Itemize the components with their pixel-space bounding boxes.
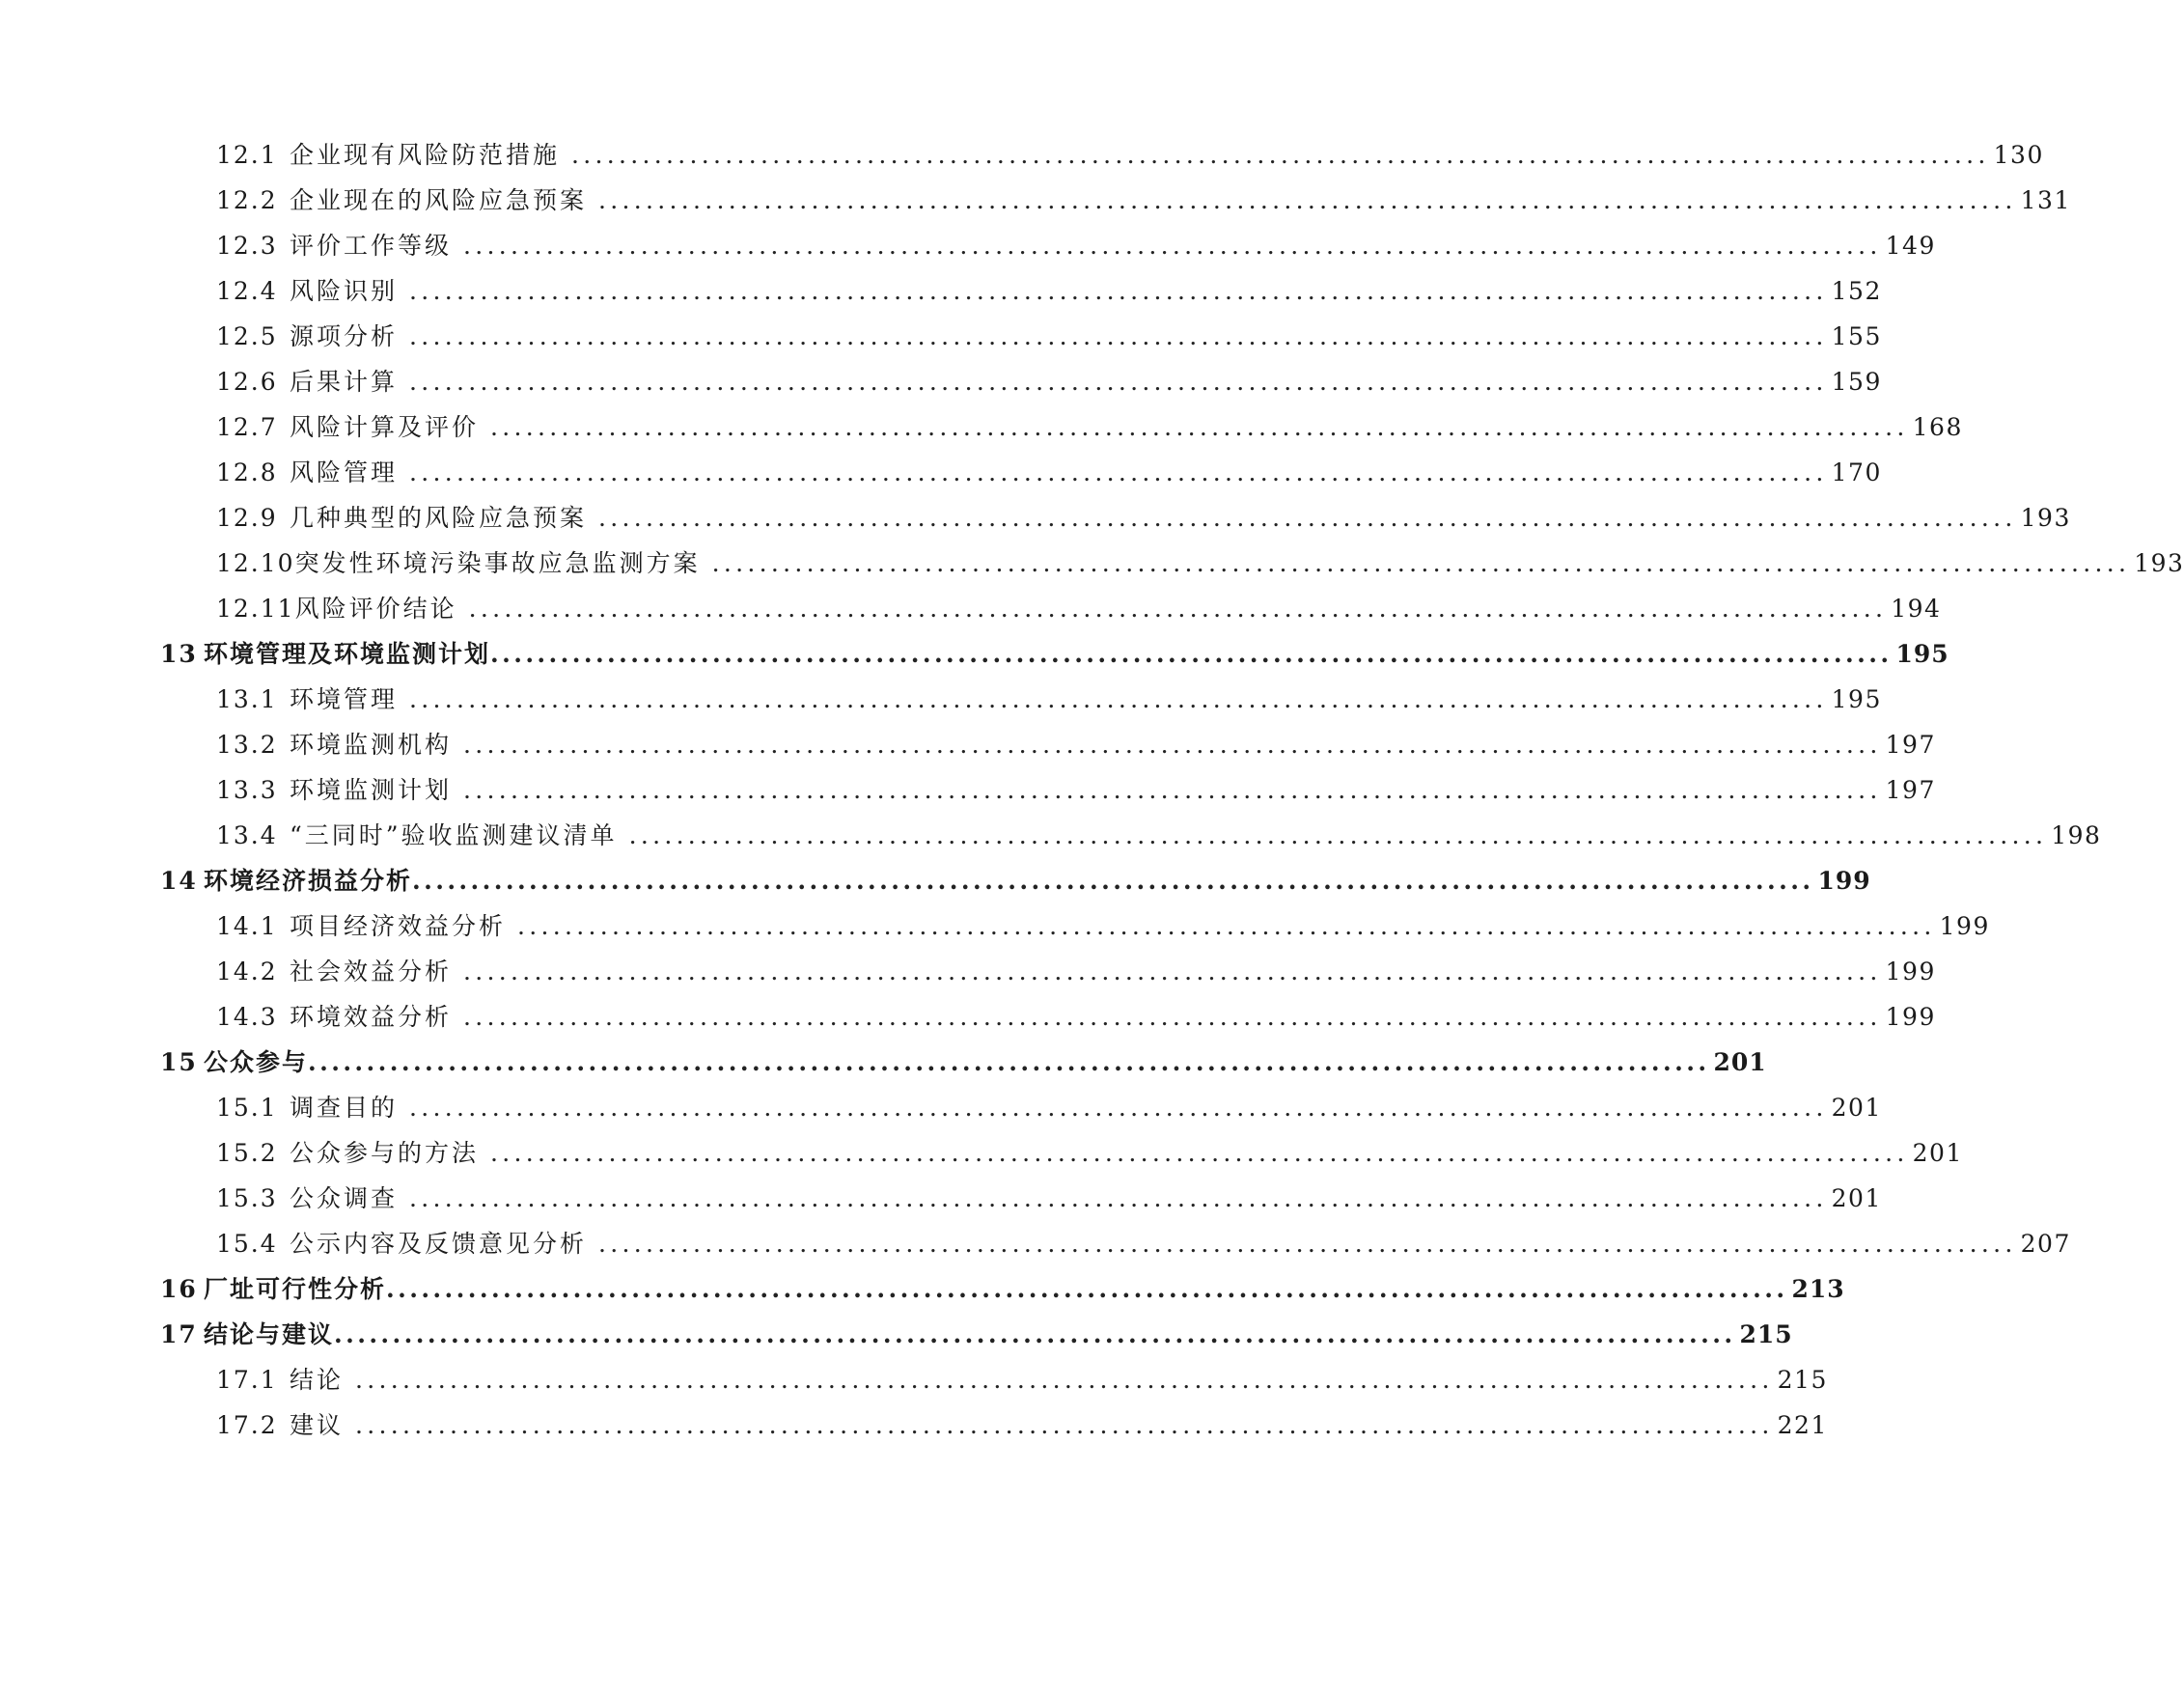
toc-chapter-number: 14 (160, 867, 198, 895)
toc-entry-page: 199 (1939, 912, 1990, 940)
toc-entry-page: 193 (2134, 549, 2184, 577)
toc-entry[interactable] (216, 544, 2184, 583)
toc-entry[interactable] (216, 1406, 1828, 1445)
toc-entry-number: 12.2 (216, 186, 278, 214)
toc-entry[interactable] (216, 590, 1942, 628)
toc-entry-page: 198 (2051, 821, 2102, 849)
toc-entry[interactable] (216, 272, 1882, 311)
toc-entry-title: 调查目的 (290, 1094, 399, 1122)
toc-leader-dots: ........................................................................................................................ (334, 1320, 1736, 1348)
toc-entry-title: 风险计算及评价 (290, 413, 480, 441)
toc-entry-number: 17.2 (216, 1411, 278, 1439)
toc-leader-dots: ........................................................................................................................ (355, 1411, 1774, 1439)
toc-entry[interactable] (216, 998, 1936, 1037)
toc-entry-number: 15.2 (216, 1139, 278, 1167)
toc-entry-title: 评价工作等级 (290, 232, 453, 260)
toc-entry-title: 公示内容及反馈意见分析 (290, 1230, 588, 1258)
toc-entry-page: 201 (1831, 1094, 1882, 1122)
toc-entry-number: 12.6 (216, 368, 278, 396)
toc-entry[interactable] (216, 817, 2102, 855)
toc-entry-page: 130 (1993, 141, 2044, 169)
toc-entry-page: 195 (1831, 685, 1882, 713)
toc-entry[interactable] (216, 1180, 1882, 1218)
toc-entry-title: 项目经济效益分析 (290, 912, 507, 940)
toc-leader-dots: ........................................................................................................................ (598, 186, 2017, 214)
toc-leader-dots: ........................................................................................................................ (409, 458, 1828, 486)
toc-entry-title: 环境管理 (290, 685, 399, 713)
toc-entry-number: 15.3 (216, 1184, 278, 1212)
toc-entry[interactable] (216, 1134, 1963, 1173)
toc-entry[interactable] (216, 408, 1963, 447)
toc-chapter-page: 201 (1713, 1048, 1767, 1076)
toc-entry[interactable] (216, 454, 1882, 492)
toc-leader-dots: ........................................................................................................................ (598, 1230, 2017, 1258)
toc-entry[interactable] (216, 680, 1882, 719)
toc-chapter-entry[interactable] (160, 1270, 1845, 1309)
toc-entry-page: 207 (2020, 1230, 2071, 1258)
toc-chapter-entry[interactable] (160, 1316, 1793, 1354)
toc-entry[interactable] (216, 726, 1936, 764)
toc-leader-dots: ........................................................................................................................ (409, 1094, 1828, 1122)
toc-entry-title: 风险评价结论 (294, 595, 457, 623)
toc-entry-number: 13.2 (216, 731, 278, 759)
toc-chapter-title: 环境管理及环境监测计划 (204, 640, 491, 668)
toc-leader-dots: ........................................................................................................................ (711, 549, 2131, 577)
toc-leader-dots: ........................................................................................................................ (598, 504, 2017, 532)
toc-entry-title: 结论 (290, 1366, 345, 1394)
toc-entry-page: 197 (1885, 731, 1936, 759)
toc-entry[interactable] (216, 227, 1936, 265)
toc-entry-page: 152 (1831, 277, 1882, 305)
toc-entry-number: 13.3 (216, 776, 278, 804)
toc-entry[interactable] (216, 499, 2071, 538)
toc-entry-page: 170 (1831, 458, 1882, 486)
toc-entry-title: 企业现有风险防范措施 (290, 141, 561, 169)
toc-chapter-page: 199 (1817, 867, 1871, 895)
toc-entry-number: 17.1 (216, 1366, 278, 1394)
toc-entry-title: 突发性环境污染事故应急监测方案 (294, 549, 701, 577)
toc-chapter-number: 16 (160, 1275, 198, 1303)
toc-entry-number: 14.3 (216, 1003, 278, 1031)
toc-entry-page: 215 (1777, 1366, 1828, 1394)
toc-entry[interactable] (216, 136, 2044, 175)
toc-leader-dots: ........................................................................................................................ (463, 731, 1882, 759)
toc-entry-number: 12.10 (216, 549, 295, 577)
toc-entry[interactable] (216, 1361, 1828, 1400)
toc-chapter-title: 公众参与 (204, 1048, 309, 1076)
toc-leader-dots: ........................................................................................................................ (628, 821, 2048, 849)
toc-entry-title: 后果计算 (290, 368, 399, 396)
toc-leader-dots: ........................................................................................................................ (490, 413, 1909, 441)
toc-chapter-page: 213 (1791, 1275, 1845, 1303)
toc-entry-title: 环境监测机构 (290, 731, 453, 759)
toc-entry-page: 193 (2020, 504, 2071, 532)
toc-leader-dots: ........................................................................................................................ (409, 368, 1828, 396)
toc-entry-number: 12.8 (216, 458, 278, 486)
toc-entry-number: 12.1 (216, 141, 278, 169)
toc-entry-number: 14.1 (216, 912, 278, 940)
toc-entry-number: 15.4 (216, 1230, 278, 1258)
toc-leader-dots: ........................................................................................................................ (409, 322, 1828, 350)
toc-chapter-page: 195 (1895, 640, 1949, 668)
toc-leader-dots: ........................................................................................................................ (468, 595, 1888, 623)
toc-chapter-title: 结论与建议 (204, 1320, 335, 1348)
toc-entry[interactable] (216, 953, 1936, 991)
toc-entry-number: 13.1 (216, 685, 278, 713)
toc-leader-dots: ........................................................................................................................ (308, 1048, 1710, 1076)
toc-chapter-title: 厂址可行性分析 (204, 1275, 387, 1303)
toc-chapter-page: 215 (1739, 1320, 1793, 1348)
toc-leader-dots: ........................................................................................................................ (463, 776, 1882, 804)
toc-leader-dots: ........................................................................................................................ (412, 867, 1814, 895)
toc-leader-dots: ........................................................................................................................ (409, 277, 1828, 305)
toc-leader-dots: ........................................................................................................................ (490, 640, 1893, 668)
toc-entry-number: 12.5 (216, 322, 278, 350)
toc-entry-number: 12.9 (216, 504, 278, 532)
toc-leader-dots: ........................................................................................................................ (355, 1366, 1774, 1394)
toc-entry-page: 159 (1831, 368, 1882, 396)
toc-entry-page: 199 (1885, 958, 1936, 985)
toc-entry-page: 155 (1831, 322, 1882, 350)
toc-entry[interactable] (216, 318, 1882, 356)
toc-entry-number: 12.7 (216, 413, 278, 441)
toc-entry-title: 几种典型的风险应急预案 (290, 504, 588, 532)
toc-entry-title: 公众调查 (290, 1184, 399, 1212)
toc-entry-page: 201 (1831, 1184, 1882, 1212)
toc-chapter-title: 环境经济损益分析 (204, 867, 413, 895)
toc-entry[interactable] (216, 363, 1882, 402)
toc-entry-number: 15.1 (216, 1094, 278, 1122)
toc-chapter-entry[interactable] (160, 1043, 1767, 1082)
toc-entry-title: 风险识别 (290, 277, 399, 305)
toc-chapter-number: 15 (160, 1048, 198, 1076)
toc-leader-dots: ........................................................................................................................ (490, 1139, 1909, 1167)
toc-entry-title: 社会效益分析 (290, 958, 453, 985)
toc-entry[interactable] (216, 1089, 1882, 1127)
toc-leader-dots: ........................................................................................................................ (463, 232, 1882, 260)
toc-entry-number: 12.11 (216, 595, 295, 623)
toc-entry-page: 131 (2020, 186, 2071, 214)
toc-chapter-number: 17 (160, 1320, 198, 1348)
toc-entry-number: 12.4 (216, 277, 278, 305)
toc-entry-page: 194 (1891, 595, 1942, 623)
toc-entry-title: 公众参与的方法 (290, 1139, 480, 1167)
toc-entry-title: “三同时”验收监测建议清单 (290, 821, 618, 849)
toc-chapter-entry[interactable] (160, 862, 1871, 901)
toc-leader-dots: ........................................................................................................................ (517, 912, 1936, 940)
toc-entry-page: 149 (1885, 232, 1936, 260)
toc-entry[interactable] (216, 1225, 2071, 1263)
toc-entry-title: 风险管理 (290, 458, 399, 486)
toc-entry[interactable] (216, 907, 1990, 946)
toc-leader-dots: ........................................................................................................................ (409, 685, 1828, 713)
toc-chapter-number: 13 (160, 640, 198, 668)
toc-leader-dots: ........................................................................................................................ (463, 1003, 1882, 1031)
toc-entry[interactable] (216, 181, 2071, 220)
toc-leader-dots: ........................................................................................................................ (409, 1184, 1828, 1212)
toc-entry[interactable] (216, 771, 1936, 810)
toc-leader-dots: ........................................................................................................................ (386, 1275, 1788, 1303)
toc-entry-number: 14.2 (216, 958, 278, 985)
toc-entry-title: 建议 (290, 1411, 345, 1439)
toc-entry-page: 221 (1777, 1411, 1828, 1439)
toc-entry-title: 企业现在的风险应急预案 (290, 186, 588, 214)
toc-entry-page: 201 (1912, 1139, 1963, 1167)
toc-entry-title: 环境效益分析 (290, 1003, 453, 1031)
toc-entry-number: 12.3 (216, 232, 278, 260)
toc-leader-dots: ........................................................................................................................ (571, 141, 1990, 169)
toc-chapter-entry[interactable] (160, 635, 1949, 674)
toc-entry-title: 环境监测计划 (290, 776, 453, 804)
toc-entry-title: 源项分析 (290, 322, 399, 350)
toc-entry-number: 13.4 (216, 821, 278, 849)
toc-entry-page: 168 (1912, 413, 1963, 441)
toc-entry-page: 199 (1885, 1003, 1936, 1031)
toc-leader-dots: ........................................................................................................................ (463, 958, 1882, 985)
toc-entry-page: 197 (1885, 776, 1936, 804)
